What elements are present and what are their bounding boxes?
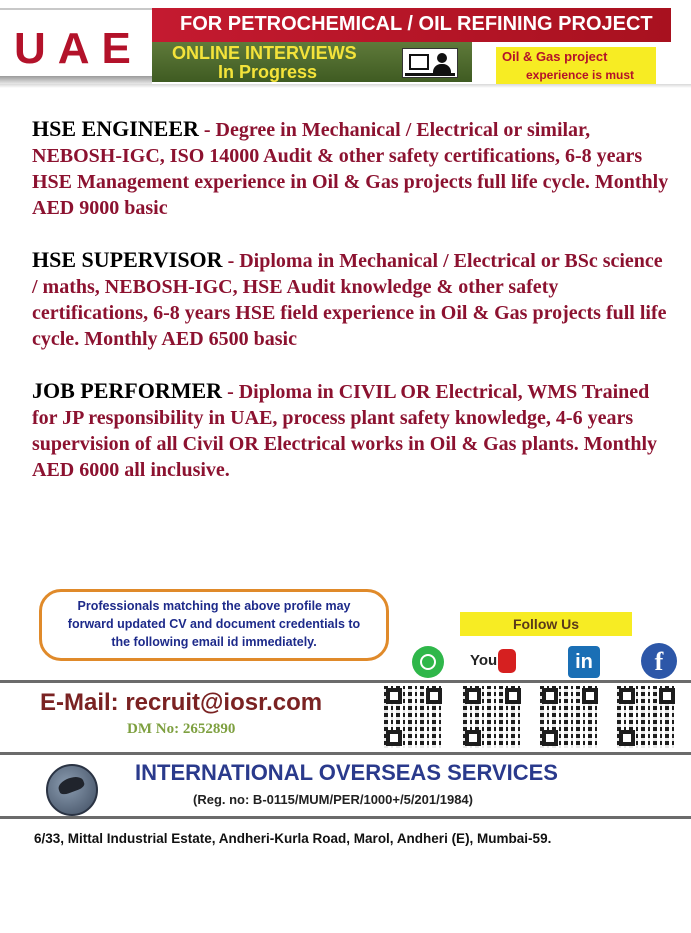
company-registration: (Reg. no: B-0115/MUM/PER/1000+/5/201/1984) — [193, 792, 473, 807]
job-details: - Diploma in CIVIL OR Electrical, WMS Trained for JP responsibility in UAE, process plant safety knowledge, 4-6 years supervision of all Civil OR Electrical works in Oil & Gas plants. Monthly AED 6000 all inclusive. — [32, 381, 658, 481]
contact-divider-mid — [0, 752, 691, 755]
job-hse-engineer — [32, 116, 672, 221]
requirement-line1: Oil & Gas project — [502, 49, 608, 64]
job-details: - Degree in Mechanical / Electrical or similar, NEBOSH-IGC, ISO 14000 Audit & other safety certifications, 6-8 years HSE Management experience in Oil & Gas projects full life cycle. Monthly AED 9000 basic — [32, 119, 669, 219]
job-list — [32, 116, 672, 509]
header-banner — [0, 0, 691, 86]
youtube-icon[interactable] — [470, 646, 516, 678]
company-address: 6/33, Mittal Industrial Estate, Andheri-Kurla Road, Marol, Andheri (E), Mumbai-59. — [34, 831, 552, 846]
job-details: - Diploma in Mechanical / Electrical or BSc science / maths, NEBOSH-IGC, HSE Audit knowledge & other safety certifications, 6-8 years HSE field experience in Oil & Gas projects full life cycle. Monthly AED 6500 basic — [32, 250, 667, 350]
facebook-icon[interactable]: f — [641, 643, 677, 679]
email-address[interactable]: E-Mail: recruit@iosr.com — [40, 689, 323, 716]
job-hse-supervisor — [32, 247, 672, 352]
qr-code-icon[interactable] — [384, 686, 444, 748]
status-line1: ONLINE INTERVIEWS — [172, 43, 357, 63]
qr-code-icon[interactable] — [540, 686, 600, 748]
youtube-you-text: You — [470, 652, 498, 669]
project-title: FOR PETROCHEMICAL / OIL REFINING PROJECT — [180, 13, 653, 35]
project-bar — [152, 8, 671, 42]
apply-note — [39, 589, 389, 661]
follow-us-label: Follow Us — [460, 612, 632, 636]
company-name: INTERNATIONAL OVERSEAS SERVICES — [135, 760, 558, 785]
country-label: UAE — [14, 24, 143, 73]
job-job-performer — [32, 378, 672, 483]
qr-code-icon[interactable] — [463, 686, 523, 748]
youtube-tube-badge — [498, 649, 516, 673]
company-logo-icon — [46, 764, 98, 816]
dm-number: DM No: 2652890 — [127, 721, 236, 737]
company-divider — [0, 816, 691, 819]
job-title: HSE ENGINEER — [32, 116, 199, 141]
apply-line3: the following email id immediately. — [111, 635, 317, 649]
apply-line2: forward updated CV and document credentials to — [67, 617, 361, 631]
whatsapp-icon[interactable] — [412, 646, 444, 678]
apply-line1: Professionals matching the above profile may — [77, 599, 351, 613]
contact-divider-top — [0, 680, 691, 683]
job-title: HSE SUPERVISOR — [32, 247, 223, 272]
country-shadow — [0, 76, 152, 84]
status-line2: In Progress — [218, 62, 318, 82]
requirement-note — [496, 47, 656, 85]
qr-code-icon[interactable] — [617, 686, 677, 748]
country-box — [0, 8, 152, 78]
header-divider — [0, 84, 691, 88]
video-interview-icon — [402, 48, 458, 78]
requirement-line2: experience is must — [526, 68, 635, 82]
linkedin-icon[interactable]: in — [568, 646, 600, 678]
job-title: JOB PERFORMER — [32, 378, 223, 403]
